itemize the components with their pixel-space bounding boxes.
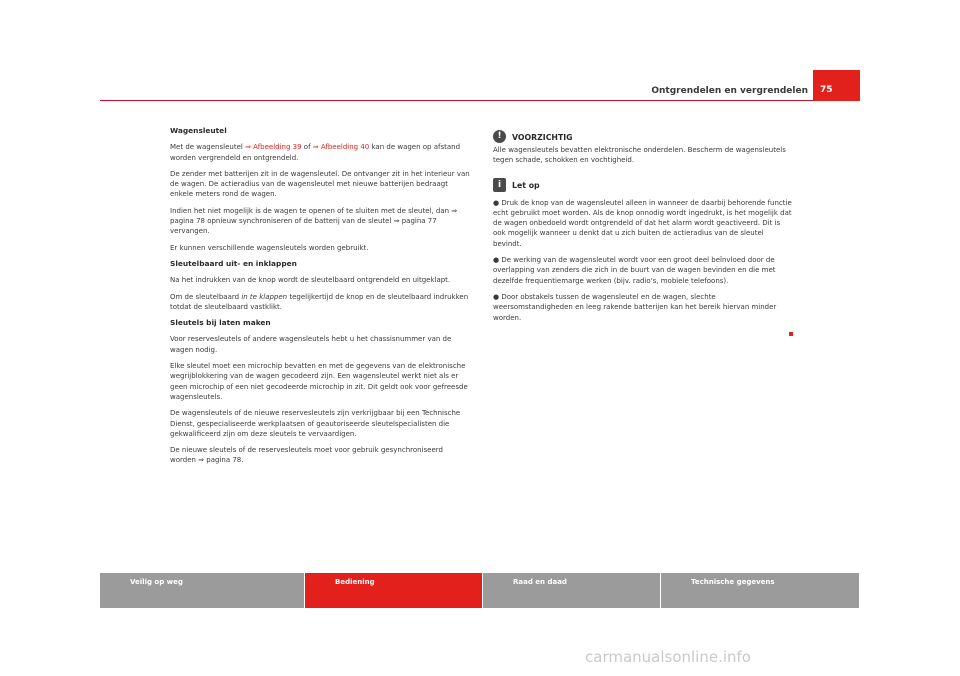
tab-veilig-op-weg[interactable]: Veilig op weg — [100, 573, 304, 608]
paragraph-2: De zender met batterijen zit in de wagensleutel. De ontvanger zit in het interieur van de wagen. De actieradius van de wagensleutel met nieuwe batterijen bedraagt enkele meters rond de wagen. — [170, 169, 470, 199]
left-column — [170, 126, 470, 472]
note-bullet-2: ● De werking van de wagensleutel wordt voor een groot deel beïnvloed door de overlapping van zenders die zich in de buurt van de wagen bevinden en die met dezelfde frequentiemarge werken (bijv. radio's, mobiele telefoons). — [493, 256, 776, 285]
heading-sleutels-bijmaken: Sleutels bij laten maken — [170, 318, 271, 328]
heading-sleutelbaard: Sleutelbaard uit- en inklappen — [170, 258, 297, 268]
info-icon: i — [493, 178, 506, 192]
paragraph-8: Elke sleutel moet een microchip bevatten en met de gegevens van de elektronische wegrijblokkering van de wagen gecodeerd zijn. Een wagensleutel werkt niet als er geen microchip of een niet gecodeerde microchip in zit. Dit geldt ook voor gefreesde wagensleutels. — [170, 362, 468, 401]
page-title: Ontgrendelen en vergrendelen — [651, 86, 808, 96]
paragraph-10: De nieuwe sleutels of de reservesleutels moet voor gebruik gesynchroniseerd worden ⇒ pagina 78. — [170, 446, 443, 465]
heading-wagensleutel: Wagensleutel — [170, 126, 227, 135]
right-column — [493, 130, 793, 329]
warning-header — [493, 130, 793, 143]
paragraph-5: Na het indrukken van de knop wordt de sleutelbaard ontgrendeld en uitgeklapt. — [170, 276, 451, 285]
link-afbeelding-40[interactable]: ⇒ Afbeelding 40 — [312, 143, 370, 152]
note-bullet-3: ● Door obstakels tussen de wagensleutel en de wagen, slechte weersomstandigheden en leeg rakende batterijen kan het bereik hiervan minder worden. — [493, 292, 777, 322]
paragraph-6: Om de sleutelbaard in te klappen tegelijkertijd de knop en de sleutelbaard indrukken totdat de sleutelbaard vastklikt. — [170, 292, 469, 311]
section-end-marker — [789, 332, 793, 336]
paragraph-1: Met de wagensleutel ⇒ Afbeelding 39 of ⇒ Afbeelding 40 kan de wagen op afstand worden vergrendeld en ontgrendeld. — [170, 143, 461, 162]
tab-bediening[interactable]: Bediening — [305, 573, 482, 608]
page-number: 75 — [820, 85, 833, 95]
bullet-icon: ● — [493, 198, 500, 207]
note-header — [493, 178, 793, 192]
tab-raad-en-daad[interactable]: Raad en daad — [483, 573, 660, 608]
note-title: Let op — [512, 181, 540, 191]
bullet-icon: ● — [493, 292, 500, 301]
paragraph-7: Voor reservesleutels of andere wagensleutels hebt u het chassisnummer van de wagen nodig. — [170, 335, 452, 354]
bullet-icon: ● — [493, 256, 500, 265]
footer-nav — [100, 573, 860, 608]
note-bullet-1: ● Druk de knop van de wagensleutel alleen in wanneer de daarbij behorende functie echt gebruikt moet worden. Als de knop onnodig wordt ingedrukt, is het mogelijk dat de wagen onbedoeld wordt ontgrendeld of dat het alarm wordt geactiveerd. Dit is ook mogelijk wanneer u denkt dat u zich buiten de actieradius van de sleutel bevindt. — [493, 198, 792, 248]
header-rule — [100, 100, 860, 101]
tab-technische-gegevens[interactable]: Technische gegevens — [661, 573, 859, 608]
paragraph-4: Er kunnen verschillende wagensleutels worden gebruikt. — [170, 243, 369, 252]
warning-title: VOORZICHTIG — [512, 132, 573, 142]
watermark: carmanualsonline.info — [585, 648, 751, 666]
link-afbeelding-39[interactable]: ⇒ Afbeelding 39 — [245, 143, 302, 152]
paragraph-3: Indien het niet mogelijk is de wagen te openen of te sluiten met de sleutel, dan ⇒ pagina 78 opnieuw synchroniseren of de batterij van de sleutel ⇒ pagina 77 vervangen. — [170, 206, 458, 236]
warning-text: Alle wagensleutels bevatten elektronische onderdelen. Bescherm de wagensleutels tegen schade, schokken en vochtigheid. — [493, 146, 786, 165]
paragraph-9: De wagensleutels of de nieuwe reservesleutels zijn verkrijgbaar bij een Technische Dienst, gespecialiseerde werkplaatsen of geautoriseerde sleutelspecialisten die gekwalificeerd zijn om deze sleutels te vervaardigen. — [170, 409, 461, 438]
warning-icon: ! — [493, 130, 506, 143]
